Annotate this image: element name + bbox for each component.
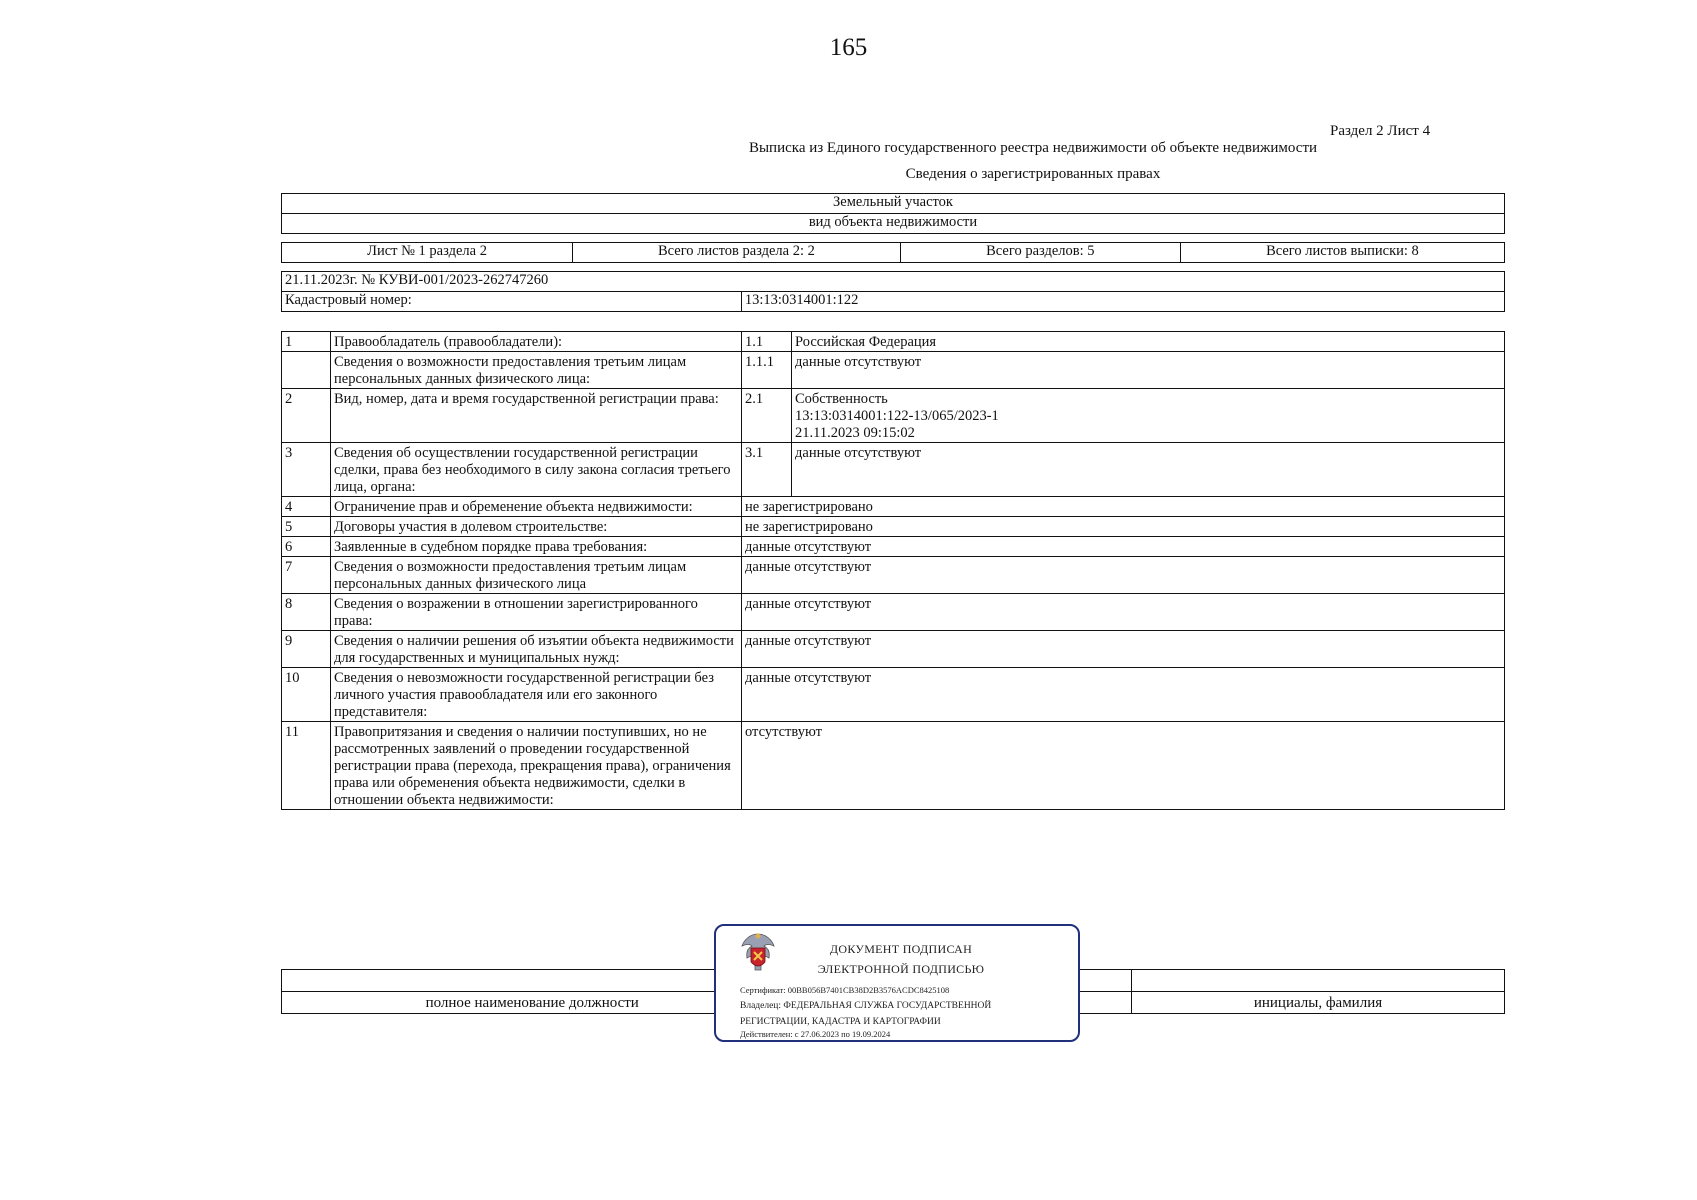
row-label: Сведения о возможности предоставления третьим лицам персональных данных физического лица: [331, 557, 742, 594]
rights-row: [282, 332, 1505, 352]
row-number: 5: [282, 517, 331, 537]
object-kind-label: вид объекта недвижимости: [282, 214, 1505, 234]
stamp-owner-line2: РЕГИСТРАЦИИ, КАДАСТРА И КАРТОГРАФИИ: [740, 1017, 941, 1027]
sheet-number: Лист № 1 раздела 2: [282, 243, 573, 263]
row-number: [282, 352, 331, 389]
position-field: [282, 970, 783, 992]
name-label: инициалы, фамилия: [1131, 992, 1504, 1014]
row-value: данные отсутствуют: [742, 668, 1505, 722]
row-label: Ограничение прав и обременение объекта недвижимости:: [331, 497, 742, 517]
row-label: Сведения о возможности предоставления третьим лицам персональных данных физического лица:: [331, 352, 742, 389]
row-subnumber: 3.1: [742, 443, 792, 497]
row-label: Сведения о возражении в отношении зарегистрированного права:: [331, 594, 742, 631]
object-type-table: [281, 193, 1505, 234]
rights-row: [282, 631, 1505, 668]
row-number: 4: [282, 497, 331, 517]
cadastral-label: Кадастровый номер:: [282, 292, 742, 312]
row-value: данные отсутствуют: [742, 557, 1505, 594]
document-title: Выписка из Единого государственного реестра недвижимости об объекте недвижимости: [748, 140, 1318, 156]
rights-row: [282, 594, 1505, 631]
stamp-owner: Владелец: ФЕДЕРАЛЬНАЯ СЛУЖБА ГОСУДАРСТВЕННОЙ: [740, 1001, 992, 1011]
row-label: Вид, номер, дата и время государственной регистрации права:: [331, 389, 742, 443]
row-label: Заявленные в судебном порядке права требования:: [331, 537, 742, 557]
rights-row: [282, 517, 1505, 537]
rights-row: [282, 668, 1505, 722]
row-label: Правопритязания и сведения о наличии поступивших, но не рассмотренных заявлений о проведении государственной регистрации права (перехода, прекращения права), ограничения права или обременения объекта недвижимости, сделки в отношении объекта недвижимости:: [331, 722, 742, 810]
row-number: 7: [282, 557, 331, 594]
row-number: 3: [282, 443, 331, 497]
document-id: 21.11.2023г. № КУВИ-001/2023-262747260: [282, 272, 1505, 292]
rights-row: [282, 443, 1505, 497]
row-subnumber: 1.1: [742, 332, 792, 352]
row-number: 6: [282, 537, 331, 557]
row-label: Договоры участия в долевом строительстве:: [331, 517, 742, 537]
document-id-table: [281, 271, 1505, 312]
name-field: [1131, 970, 1504, 992]
section-reference: Раздел 2 Лист 4: [1330, 123, 1431, 139]
row-number: 11: [282, 722, 331, 810]
row-number: 8: [282, 594, 331, 631]
row-value: Российская Федерация: [792, 332, 1505, 352]
document-subtitle: Сведения о зарегистрированных правах: [905, 166, 1161, 182]
rights-row: [282, 537, 1505, 557]
row-number: 1: [282, 332, 331, 352]
stamp-validity: Действителен: с 27.06.2023 по 19.09.2024: [740, 1029, 891, 1039]
page-number: 165: [829, 34, 868, 61]
row-value: данные отсутствуют: [742, 594, 1505, 631]
rights-row: [282, 722, 1505, 810]
row-value: не зарегистрировано: [742, 517, 1505, 537]
row-number: 9: [282, 631, 331, 668]
stamp-certificate: Сертификат: 00BB056B7401CB38D2B3576ACDC8425108: [740, 985, 950, 995]
stamp-title-line2: ЭЛЕКТРОННОЙ ПОДПИСЬЮ: [817, 962, 985, 976]
row-number: 2: [282, 389, 331, 443]
row-value: не зарегистрировано: [742, 497, 1505, 517]
row-label: Правообладатель (правообладатели):: [331, 332, 742, 352]
row-value: данные отсутствуют: [792, 352, 1505, 389]
cadastral-number: 13:13:0314001:122: [741, 292, 1504, 312]
row-value: данные отсутствуют: [792, 443, 1505, 497]
row-value: Собственность 13:13:0314001:122-13/065/2023-1 21.11.2023 09:15:02: [792, 389, 1505, 443]
total-section-sheets: Всего листов раздела 2: 2: [573, 243, 901, 263]
rights-row: [282, 389, 1505, 443]
row-label: Сведения об осуществлении государственной регистрации сделки, права без необходимого в силу закона согласия третьего лица, органа:: [331, 443, 742, 497]
sheet-info-table: [281, 242, 1505, 263]
row-subnumber: 1.1.1: [742, 352, 792, 389]
object-name: Земельный участок: [282, 194, 1505, 214]
rosreestr-emblem-icon: [736, 930, 780, 978]
total-sheets: Всего листов выписки: 8: [1180, 243, 1504, 263]
row-subnumber: 2.1: [742, 389, 792, 443]
position-label: полное наименование должности: [282, 992, 783, 1014]
rights-row: [282, 557, 1505, 594]
rights-table: [281, 331, 1505, 810]
stamp-title-line1: ДОКУМЕНТ ПОДПИСАН: [829, 942, 973, 956]
row-number: 10: [282, 668, 331, 722]
row-label: Сведения о наличии решения об изъятии объекта недвижимости для государственных и муниципальных нужд:: [331, 631, 742, 668]
total-sections: Всего разделов: 5: [900, 243, 1180, 263]
row-value: данные отсутствуют: [742, 537, 1505, 557]
rights-row: [282, 497, 1505, 517]
row-value: отсутствуют: [742, 722, 1505, 810]
row-value: данные отсутствуют: [742, 631, 1505, 668]
row-label: Сведения о невозможности государственной регистрации без личного участия правообладателя или его законного представителя:: [331, 668, 742, 722]
rights-row: [282, 352, 1505, 389]
electronic-signature-stamp: [714, 924, 1080, 1042]
